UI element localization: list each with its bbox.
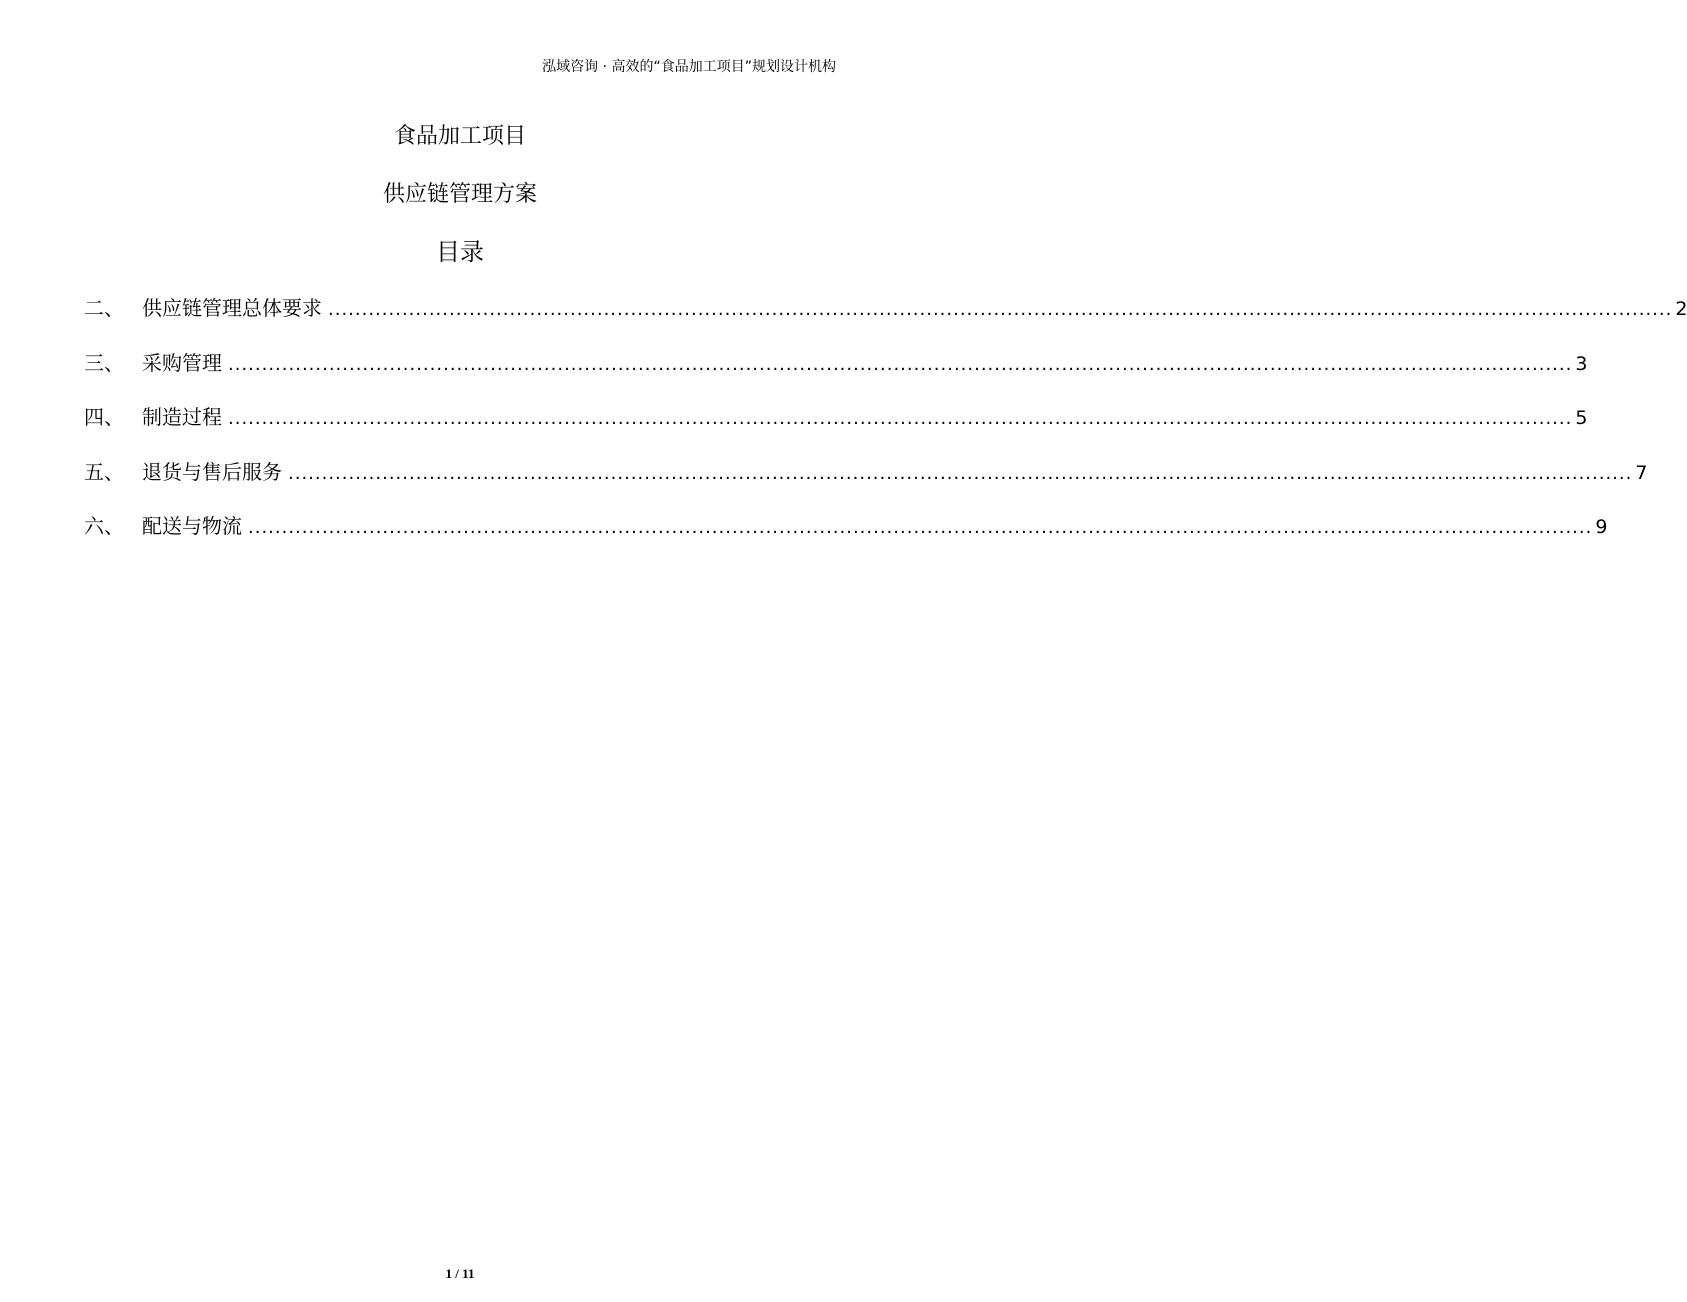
toc-dot-leader: ........................................................................................................................................................................................................ <box>248 517 1593 538</box>
page-header: 泓域咨询 · 高效的“食品加工项目”规划设计机构 <box>542 59 836 75</box>
toc-entry-2[interactable] <box>84 292 1687 347</box>
toc-entry-page: 9 <box>1595 516 1608 538</box>
toc-entry-6[interactable] <box>84 510 1608 565</box>
toc-entry-number: 四、 <box>84 405 124 429</box>
toc-entry-label: 配送与物流 <box>142 514 242 538</box>
toc-dot-leader: ........................................................................................................................................................................................................ <box>228 353 1573 375</box>
page-number: 1 / 11 <box>445 1266 475 1281</box>
toc-entry-number: 二、 <box>84 296 124 320</box>
toc-entry-number: 五、 <box>84 459 124 484</box>
toc-entry-page: 3 <box>1575 352 1588 375</box>
toc-entry-number: 六、 <box>84 514 124 538</box>
toc-entry-label: 供应链管理总体要求 <box>142 296 322 320</box>
toc-dot-leader: ........................................................................................................................................................................................................ <box>328 299 1673 320</box>
toc-entry-label: 制造过程 <box>142 405 222 429</box>
toc-entry-page: 5 <box>1575 407 1588 429</box>
toc-entry-4[interactable] <box>84 401 1588 456</box>
toc-dot-leader: ........................................................................................................................................................................................................ <box>288 462 1633 484</box>
document-title: 食品加工项目 <box>393 124 526 149</box>
toc-heading: 目录 <box>436 238 484 266</box>
toc-entry-3[interactable] <box>84 347 1588 402</box>
toc-entry-page: 2 <box>1675 298 1687 320</box>
toc-entry-label: 退货与售后服务 <box>142 459 282 484</box>
toc-entry-page: 7 <box>1635 461 1648 484</box>
table-of-contents <box>84 292 1687 565</box>
document-subtitle: 供应链管理方案 <box>382 182 537 207</box>
toc-entry-label: 采购管理 <box>142 350 222 375</box>
toc-entry-5[interactable] <box>84 456 1648 511</box>
toc-entry-number: 三、 <box>84 350 124 375</box>
toc-dot-leader: ........................................................................................................................................................................................................ <box>228 408 1573 429</box>
